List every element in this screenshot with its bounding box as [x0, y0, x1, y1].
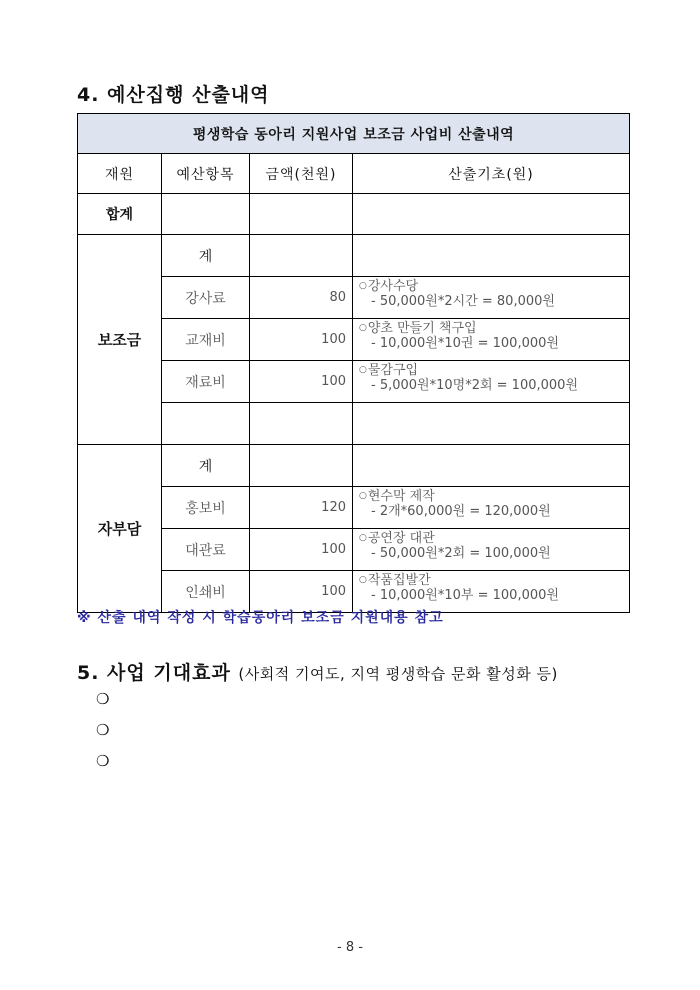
amount-cell: 80 [250, 277, 353, 319]
basis-sub-line: - 10,000원*10권 = 100,000원 [371, 336, 559, 351]
basis-sub-line: - 50,000원*2회 = 100,000원 [371, 546, 551, 561]
amount-cell: 100 [250, 361, 353, 403]
item-cell: 재료비 [162, 361, 250, 403]
header-item: 예산항목 [162, 154, 250, 194]
basis-main-text: 현수막 제작 [367, 489, 435, 504]
basis-main-line [359, 363, 629, 378]
section-5-heading: 5. 사업 기대효과 [77, 662, 231, 684]
basis-main-line [359, 489, 629, 504]
basis-main-text: 양초 만들기 책구입 [367, 321, 477, 336]
item-cell [162, 403, 250, 445]
header-amount: 금액(천원) [250, 154, 353, 194]
table-header-row [78, 154, 630, 194]
basis-sub-line: - 50,000원*2시간 = 80,000원 [371, 294, 555, 309]
total-amount-cell [250, 194, 353, 235]
header-source: 재원 [78, 154, 162, 194]
total-label: 합계 [78, 194, 162, 235]
basis-sub-line: - 5,000원*10명*2회 = 100,000원 [371, 378, 579, 393]
ring-bullet-icon: ○ [359, 575, 367, 585]
ring-bullet-icon: ○ [359, 365, 367, 375]
basis-cell [353, 445, 630, 487]
ring-bullet-icon: ○ [359, 533, 367, 543]
item-cell: 대관료 [162, 529, 250, 571]
header-basis: 산출기초(원) [353, 154, 630, 194]
section-5-subtitle: (사회적 기여도, 지역 평생학습 문화 활성화 등) [238, 665, 558, 683]
amount-cell [250, 445, 353, 487]
amount-cell: 100 [250, 529, 353, 571]
bullet-3: ❍ [96, 752, 110, 770]
basis-main-text: 작품집발간 [367, 573, 431, 588]
basis-cell [353, 529, 630, 571]
basis-sub-line: - 2개*60,000원 = 120,000원 [371, 504, 551, 519]
section-5-title [77, 658, 558, 685]
table-row [78, 445, 630, 487]
basis-main-line [359, 321, 629, 336]
item-cell: 계 [162, 235, 250, 277]
item-cell: 인쇄비 [162, 571, 250, 613]
basis-sub-line: - 10,000원*10부 = 100,000원 [371, 588, 559, 603]
ring-bullet-icon: ○ [359, 491, 367, 501]
basis-cell [353, 277, 630, 319]
amount-cell: 100 [250, 319, 353, 361]
basis-cell [353, 235, 630, 277]
amount-cell [250, 403, 353, 445]
reference-note: ※ 산출 내역 작성 시 학습동아리 보조금 지원내용 참고 [77, 610, 444, 626]
amount-cell: 120 [250, 487, 353, 529]
basis-cell [353, 403, 630, 445]
bullet-2: ❍ [96, 721, 110, 739]
total-basis-cell [353, 194, 630, 235]
basis-main-line [359, 573, 629, 588]
source-cell: 보조금 [78, 235, 162, 445]
basis-main-line [359, 531, 629, 546]
basis-main-text: 강사수당 [367, 279, 419, 294]
basis-cell [353, 319, 630, 361]
table-caption: 평생학습 동아리 지원사업 보조금 사업비 산출내역 [78, 114, 630, 154]
basis-cell [353, 361, 630, 403]
item-cell: 교재비 [162, 319, 250, 361]
amount-cell: 100 [250, 571, 353, 613]
basis-main-line [359, 279, 629, 294]
total-row [78, 194, 630, 235]
source-cell: 자부담 [78, 445, 162, 613]
item-cell: 강사료 [162, 277, 250, 319]
total-item-cell [162, 194, 250, 235]
table-caption-row [78, 114, 630, 154]
ring-bullet-icon: ○ [359, 281, 367, 291]
ring-bullet-icon: ○ [359, 323, 367, 333]
section-4-title: 4. 예산집행 산출내역 [77, 84, 270, 106]
item-cell: 계 [162, 445, 250, 487]
basis-main-text: 물감구입 [367, 363, 419, 378]
item-cell: 홍보비 [162, 487, 250, 529]
basis-cell [353, 487, 630, 529]
page-number: - 8 - [337, 940, 363, 955]
table-row [78, 235, 630, 277]
amount-cell [250, 235, 353, 277]
bullet-1: ❍ [96, 690, 110, 708]
budget-table [77, 113, 630, 613]
basis-main-text: 공연장 대관 [367, 531, 435, 546]
